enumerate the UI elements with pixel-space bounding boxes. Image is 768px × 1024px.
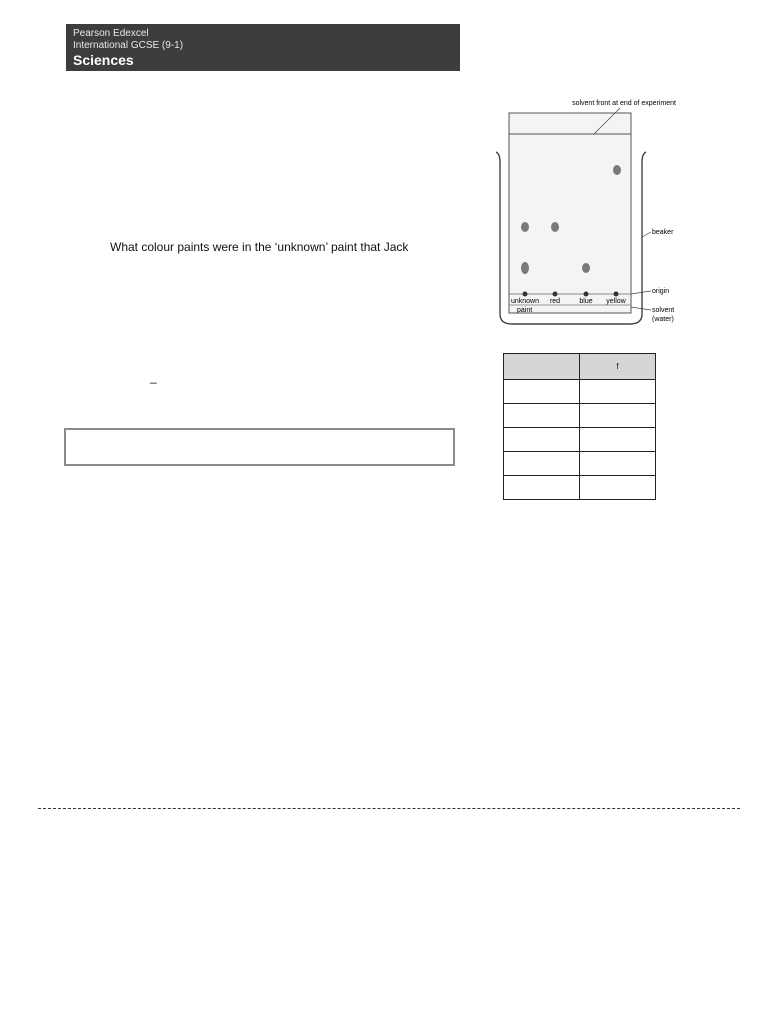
origin-dot-unknown: [523, 292, 528, 297]
chromatography-diagram: [490, 92, 690, 332]
table-cell[interactable]: [580, 404, 656, 428]
lane-sublabel-paint: paint: [517, 307, 533, 314]
label-beaker: beaker: [652, 229, 674, 236]
lane-label-unknown: unknown: [510, 298, 540, 305]
question-text: What colour paints were in the ‘unknown’ paint that Jack: [110, 240, 409, 254]
table-cell[interactable]: [580, 380, 656, 404]
table-cell[interactable]: [504, 404, 580, 428]
lane-label-red: red: [549, 298, 561, 305]
header-line-publisher: Pearson Edexcel: [73, 28, 149, 39]
origin-dot-yellow: [614, 292, 619, 297]
table-cell[interactable]: [504, 380, 580, 404]
lane-label-yellow: yellow: [606, 298, 626, 305]
table-row: [504, 452, 656, 476]
table-row: [504, 404, 656, 428]
leader-beaker: [642, 232, 651, 237]
table-row: [504, 380, 656, 404]
chromatography-paper: [509, 113, 631, 313]
rf-table: [503, 353, 656, 500]
header-line-qualification: International GCSE (9-1): [73, 40, 184, 51]
label-solvent-front: solvent front at end of experiment: [572, 100, 676, 107]
header-banner: [66, 24, 460, 71]
spot-blue-low: [582, 263, 590, 273]
table-cell[interactable]: [504, 428, 580, 452]
cut-line: [38, 808, 740, 809]
table-row: [504, 428, 656, 452]
lane-label-blue: blue: [579, 298, 593, 305]
spot-yellow-top: [613, 165, 621, 175]
table-cell[interactable]: [580, 428, 656, 452]
label-solvent: solvent: [652, 307, 675, 314]
spot-unknown-low: [521, 262, 529, 274]
spot-red-mid: [551, 222, 559, 232]
label-water: (water): [652, 316, 674, 323]
table-cell[interactable]: [504, 476, 580, 500]
table-row: [504, 476, 656, 500]
answer-box[interactable]: [64, 428, 455, 466]
rf-table-header-1: f: [580, 354, 656, 380]
table-cell[interactable]: [580, 452, 656, 476]
spot-unknown-mid: [521, 222, 529, 232]
label-origin: origin: [652, 288, 670, 295]
origin-dot-blue: [584, 292, 589, 297]
question-dash: _: [150, 370, 157, 384]
table-cell[interactable]: [504, 452, 580, 476]
table-cell[interactable]: [580, 476, 656, 500]
rf-table-header-0: [504, 354, 580, 380]
leader-origin: [631, 291, 651, 294]
leader-solvent: [631, 307, 651, 310]
origin-dot-red: [553, 292, 558, 297]
header-line-subject: Sciences: [73, 52, 134, 68]
